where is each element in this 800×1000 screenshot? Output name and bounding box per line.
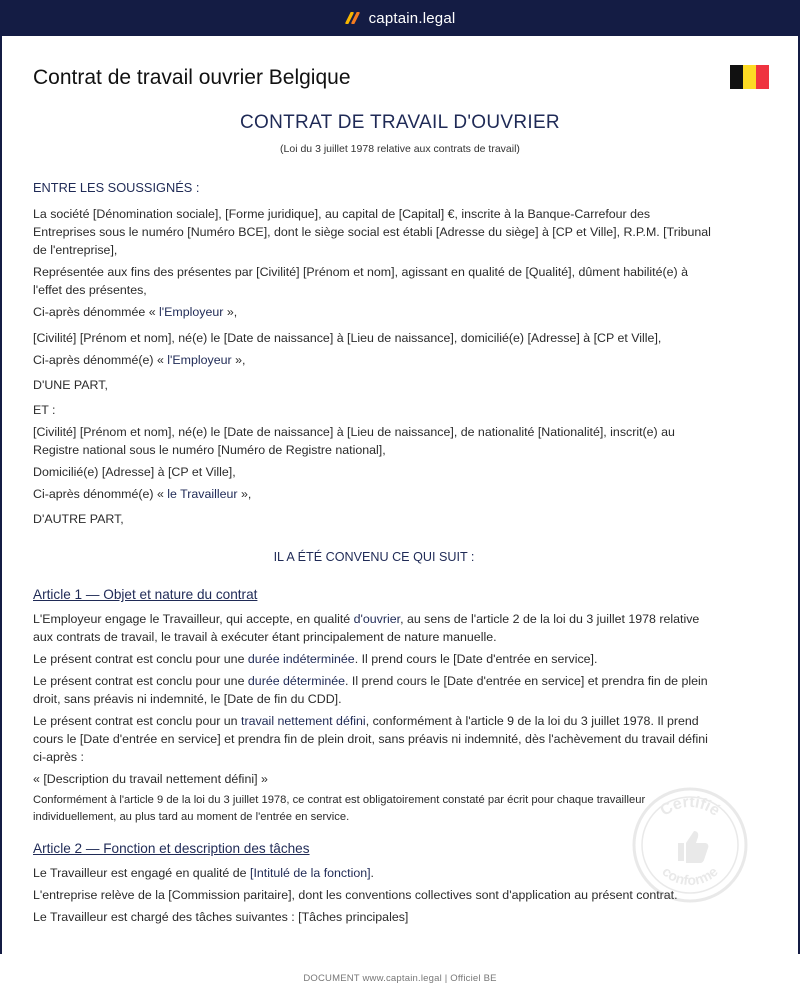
- et-label: ET :: [33, 403, 56, 417]
- employer-company-paragraph: La société [Dénomination sociale], [Forme juridique], au capital de [Capital] €, inscrite à la Banque-Carrefour des Entreprises sous le numéro [Numéro BCE], dont le siège social est établi [Adresse du siège] à [CP et Ville], R.P.M. [Tribunal de l'entreprise],: [33, 207, 711, 257]
- contract-subtitle: (Loi du 3 juillet 1978 relative aux contrats de travail): [280, 143, 520, 155]
- worker-identity-paragraph: [Civilité] [Prénom et nom], né(e) le [Date de naissance] à [Lieu de naissance], de nationalité [Nationalité], inscrit(e) au Registre national sous le numéro [Numéro de Registre national],: [33, 425, 675, 457]
- article-1-paragraph-cdi: Le présent contrat est conclu pour une durée indéterminée. Il prend cours le [Date d'entrée en service].: [33, 652, 598, 666]
- captain-legal-logo-icon: [345, 12, 361, 24]
- article-2-heading: Article 2 — Fonction et description des tâches: [33, 841, 310, 856]
- article-2-paragraph-1: Le Travailleur est engagé en qualité de [Intitulé de la fonction].: [33, 866, 374, 880]
- contract-body: [33, 179, 715, 930]
- employer-representative-paragraph: Représentée aux fins des présentes par [Civilité] [Prénom et nom], agissant en qualité de [Qualité], dûment habilité(e) à l'effet des présentes,: [33, 265, 688, 297]
- top-header-bar: [0, 0, 800, 36]
- worker-address-paragraph: Domicilié(e) [Adresse] à [CP et Ville],: [33, 465, 236, 479]
- certified-stamp: [630, 785, 750, 905]
- article-1-paragraph-1: L'Employeur engage le Travailleur, qui accepte, en qualité d'ouvrier, au sens de l'article 2 de la loi du 3 juillet 1978 relative aux contrats de travail, le travail à exécuter étant principalement de nature manuelle.: [33, 612, 700, 644]
- brand[interactable]: [345, 10, 456, 27]
- thumbs-up-icon: [678, 831, 708, 863]
- document-title: Contrat de travail ouvrier Belgique: [33, 66, 351, 89]
- belgium-flag-icon: [730, 65, 769, 89]
- article-1-note: Conformément à l'article 9 de la loi du 3 juillet 1978, ce contrat est obligatoirement constaté par écrit pour chaque travailleur individuellement, au plus tard au moment de l'entrée en service.: [33, 794, 646, 823]
- brand-name: captain.legal: [368, 9, 456, 27]
- employer-person-paragraph: [Civilité] [Prénom et nom], né(e) le [Date de naissance] à [Lieu de naissance], domicilié(e) [Adresse] à [CP et Ville],: [33, 331, 662, 345]
- dautre-part: D'AUTRE PART,: [33, 512, 124, 526]
- dune-part: D'UNE PART,: [33, 378, 108, 392]
- worker-designation: Ci-après dénommé(e) « le Travailleur »,: [33, 487, 252, 501]
- stamp-text-top: Certifié: [657, 793, 723, 820]
- employer-person-designation: Ci-après dénommé(e) « l'Employeur »,: [33, 353, 246, 367]
- stamp-text-bottom: conforme: [659, 863, 721, 889]
- article-2-paragraph-3: Le Travailleur est chargé des tâches suivantes : [Tâches principales]: [33, 910, 409, 924]
- article-1-description-quote: « [Description du travail nettement défini] »: [33, 772, 268, 786]
- article-1-paragraph-travail-defini: Le présent contrat est conclu pour un travail nettement défini, conformément à l'article 9 de la loi du 3 juillet 1978. Il prend cours le [Date d'entrée en service] et prendra fin de plein droit, sans préavis ni indemnité, dès l'achèvement du travail défini ci-après :: [33, 714, 708, 764]
- article-2-paragraph-2: L'entreprise relève de la [Commission paritaire], dont les conventions collectives sont d'application au présent contrat.: [33, 888, 678, 902]
- convenu-heading: IL A ÉTÉ CONVENU CE QUI SUIT :: [273, 550, 475, 564]
- article-1-heading: Article 1 — Objet et nature du contrat: [33, 587, 258, 602]
- employer-designation: Ci-après dénommée « l'Employeur »,: [33, 305, 238, 319]
- entre-heading: ENTRE LES SOUSSIGNÉS :: [33, 180, 200, 195]
- footer: DOCUMENT www.captain.legal | Officiel BE: [303, 973, 497, 984]
- article-1-paragraph-cdd: Le présent contrat est conclu pour une durée déterminée. Il prend cours le [Date d'entrée en service] et prendra fin de plein droit, sans préavis ni indemnité, le [Date de fin du CDD].: [33, 674, 708, 706]
- contract-main-title: CONTRAT DE TRAVAIL D'OUVRIER: [240, 112, 560, 133]
